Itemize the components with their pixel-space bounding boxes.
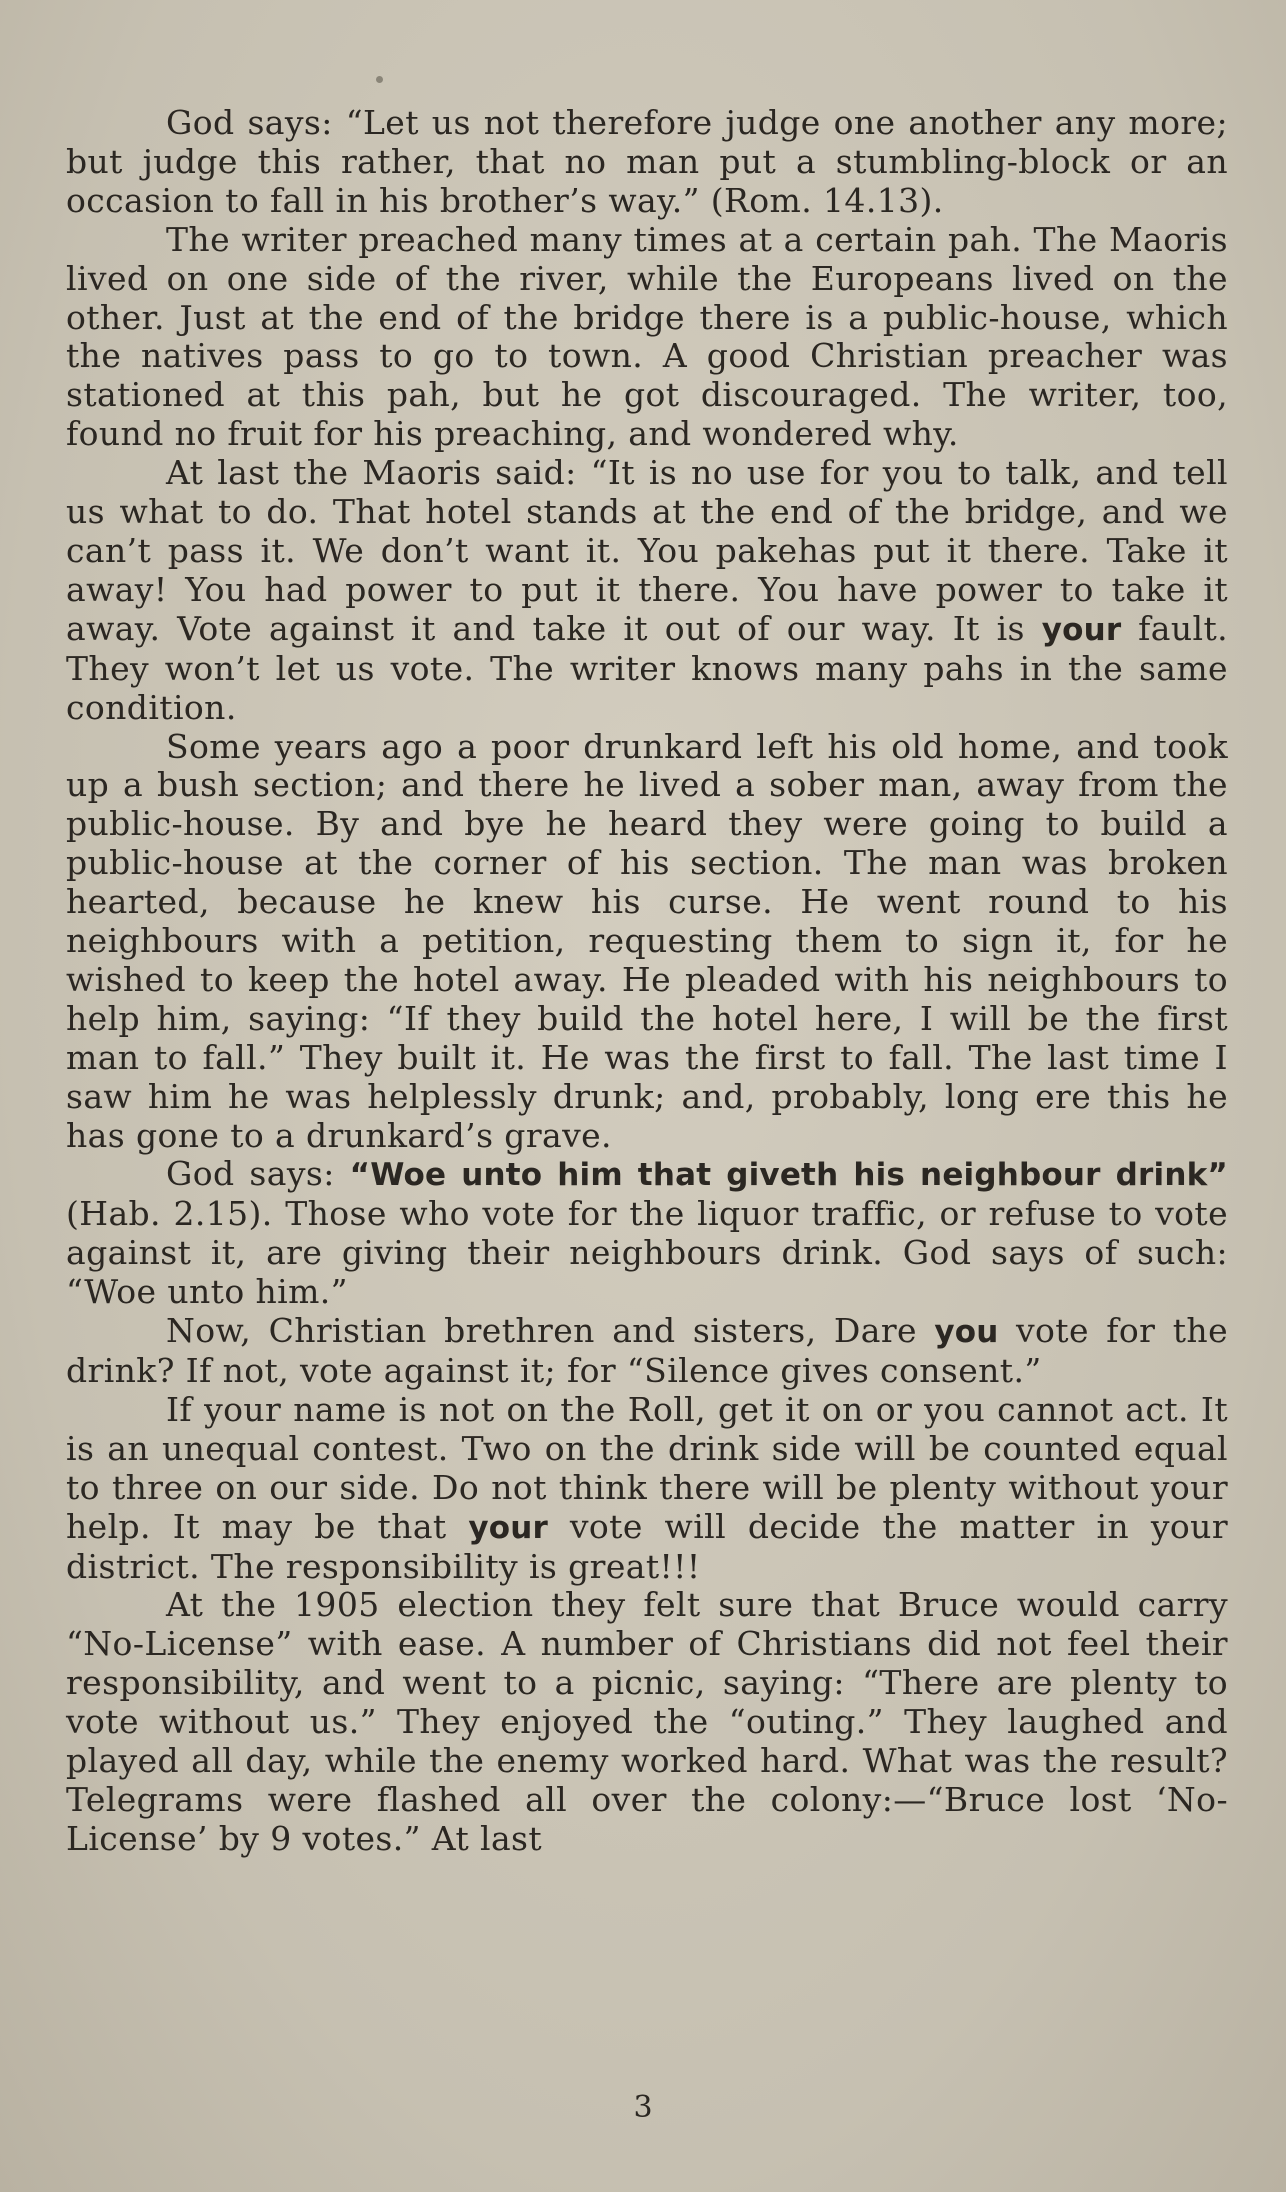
paragraph — [66, 221, 1228, 454]
paragraph — [66, 104, 1228, 221]
emphasis-your: your — [1041, 611, 1122, 648]
text-run: vote for the drink? If not, vote against it; for “Silence gives consent.” — [66, 1311, 1229, 1390]
paragraph — [66, 1155, 1228, 1312]
text-run: At the 1905 election they felt sure that Bruce would carry “No-License” with ease. A number of Christians did not feel their responsibility, and went to a picnic, saying: “There are plenty to vote without us.” They enjoyed the “outing.” They laughed and played all day, while the enemy worked hard. What was the result? Telegrams were flashed all over the colony:—“Bruce lost ‘No-License’ by 9 votes.” At last — [66, 1585, 1228, 1858]
emphasis-you: you — [934, 1314, 999, 1351]
text-run: At last the Maoris said: “It is no use for you to talk, and tell us what to do. That hotel stands at the end of the bridge, and we can’t pass it. We don’t want it. You pakehas put it there. Take it away! You had power to put it there. You have power to take it away. Vote against it and take it out of our way. It is — [66, 453, 1228, 648]
text-run: Some years ago a poor drunkard left his old home, and took up a bush section; and there he lived a sober man, away from the public-house. By and bye he heard they were going to build a public-house at the corner of his section. The man was broken hearted, because he knew his curse. He went round to his neighbours with a petition, requesting them to sign it, for he wished to keep the hotel away. He pleaded with his neighbours to help him, saying: “If they build the hotel here, I will be the first man to fall.” They built it. He was the first to fall. The last time I saw him he was helplessly drunk; and, probably, long ere this he has gone to a drunkard’s grave. — [66, 726, 1228, 1155]
text-run: fault. They won’t let us vote. The writer knows many pahs in the same condition. — [66, 608, 1228, 727]
paragraph — [66, 1586, 1228, 1858]
emphasis-scripture-quote: “Woe unto him that giveth his neighbour drink” — [349, 1157, 1229, 1194]
text-run: Now, Christian brethren and sisters, Dare — [166, 1311, 935, 1351]
text-run: The writer preached many times at a certain pah. The Maoris lived on one side of the river, while the Europeans lived on the other. Just at the end of the bridge there is a public-house, which the natives pass to go to town. A good Christian preacher was stationed at this pah, but he got discouraged. The writer, too, found no fruit for his preaching, and wondered why. — [66, 219, 1228, 454]
ink-speck — [376, 76, 383, 83]
emphasis-your: your — [468, 1509, 549, 1546]
text-run: God says: “Let us not therefore judge one another any more; but judge this rather, that no man put a stumbling-block or an occasion to fall in his brother’s way.” (Rom. 14.13). — [66, 103, 1228, 220]
page-number: 3 — [633, 2090, 653, 2125]
page-text — [66, 104, 1228, 1859]
text-run: God says: — [166, 1154, 350, 1194]
text-run: vote will decide the matter in your district. The responsibility is great!!! — [66, 1506, 1228, 1586]
text-run: (Hab. 2.15). Those who vote for the liquor traffic, or refuse to vote against it, are giving their neighbours drink. God says of such: “Woe unto him.” — [66, 1194, 1228, 1312]
paragraph — [66, 454, 1228, 727]
text-run: If your name is not on the Roll, get it on or you cannot act. It is an unequal contest. Two on the drink side will be counted equal to three on our side. Do not think there will be plenty without your help. It may be that — [66, 1389, 1228, 1546]
paragraph — [66, 1312, 1228, 1391]
paragraph — [66, 1391, 1228, 1587]
paragraph — [66, 728, 1228, 1156]
